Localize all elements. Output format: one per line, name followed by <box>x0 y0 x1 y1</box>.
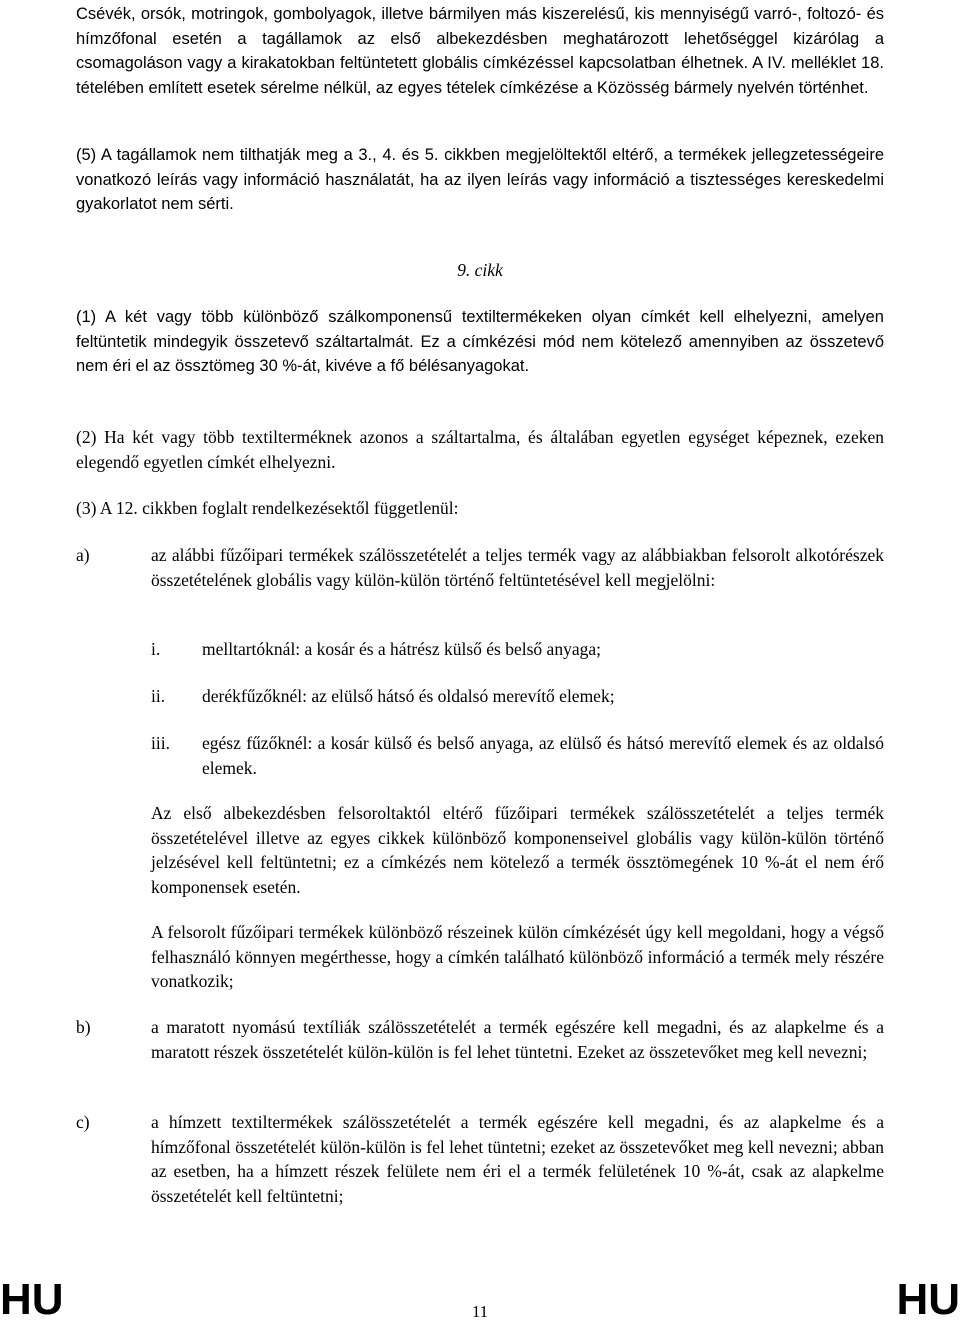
list-item-label: b) <box>76 1017 91 1037</box>
list-item-c <box>76 1110 884 1208</box>
intro-paragraph: Csévék, orsók, motringok, gombolyagok, illetve bármilyen más kiszerelésű, kis mennyiségű varró-, foltozó- és hímzőfonal esetén a tagállamok az első albekezdésben meghatározott lehetőséggel kizárólag a csomagoláson vagy a kirakatokban feltüntetett globális címkézéssel kapcsolatban élhetnek. A IV. melléklet 18. tételében említett esetek sérelme nélkül, az egyes tételek címkézése a Közösség bármely nyelvén történhet. <box>76 5 884 97</box>
paragraph-5: (5) A tagállamok nem tilthatják meg a 3., 4. és 5. cikkben megjelöltektől eltérő, a termékek jellegzetességeire vonatkozó leírás vagy információ használatát, ha az ilyen leírás vagy információ a tisztességes kereskedelmi gyakorlatot nem sérti. <box>76 146 884 213</box>
list-item-text: a hímzett textiltermékek szálösszetételét a termék egészére kell megadni, és az alapkelme és a hímzőfonal összetételét külön-külön is fel lehet tüntetni; ezeket az összetevőket meg kell nevezni; abban az esetben, ha a hímzett részek felülete nem éri el a termék felületének 10 %-át, csak az alapkelme összetételét kell feltüntetni; <box>151 1112 884 1206</box>
sub-item-iii <box>151 731 884 780</box>
sub-item-i <box>151 637 884 662</box>
sub-item-label: iii. <box>151 733 170 753</box>
article-paragraph-2: (2) Ha két vagy több textilterméknek azonos a száltartalma, és általában egyetlen egységet képeznek, ezeken elegendő egyetlen címkét elhelyezni. <box>76 427 884 472</box>
list-item-label: c) <box>76 1112 90 1132</box>
item-a-followup-paragraph-1: Az első albekezdésben felsoroltaktól eltérő fűzőipari termékek szálösszetételét a teljes termék összetételével illetve az egyes cikkek különböző komponenseivel globális vagy külön-külön történő jelzésével kell feltüntetni; ez a címkézés nem kötelező a termék össztömegének 10 %-át el nem érő komponensek esetén. <box>151 803 884 897</box>
list-item-text: a maratott nyomású textíliák szálösszetételét a termék egészére kell megadni, és az alapkelme és a maratott részek összetételét külön-külön is fel lehet tüntetni. Ezeket az összetevőket meg kell nevezni; <box>151 1017 884 1062</box>
article-heading: 9. cikk <box>457 260 503 280</box>
item-a-followup-paragraph-2: A felsorolt fűzőipari termékek különböző részeinek külön címkézését úgy kell megoldani, hogy a végső felhasználó könnyen megérthesse, hogy a címkén található különböző információ a termék mely részére vonatkozik; <box>151 922 884 991</box>
sub-item-label: i. <box>151 639 161 659</box>
sub-item-ii <box>151 684 884 709</box>
article-paragraph-1: (1) A két vagy több különböző szálkomponensű textiltermékeken olyan címkét kell elhelyezni, amelyen feltüntetik mindegyik összetevő száltartalmát. Ez a címkézési mód nem kötelező amennyiben az összetevő nem éri el az össztömeg 30 %-át, kivéve a fő bélésanyagokat. <box>76 308 884 375</box>
sub-item-text: egész fűzőknél: a kosár külső és belső anyaga, az elülső és hátsó merevítő elemek és az oldalsó elemek. <box>202 733 884 778</box>
page-number: 11 <box>471 1302 489 1321</box>
list-item-b <box>76 1015 884 1064</box>
list-item-label: a) <box>76 545 90 565</box>
list-item-a <box>76 543 884 592</box>
sub-item-text: derékfűzőknél: az elülső hátsó és oldalsó merevítő elemek; <box>202 686 615 706</box>
sub-item-label: ii. <box>151 686 166 706</box>
footer-language-code-left: HU <box>0 1275 64 1324</box>
sub-item-text: melltartóknál: a kosár és a hátrész külső és belső anyaga; <box>202 639 601 659</box>
article-paragraph-3: (3) A 12. cikkben foglalt rendelkezésektől függetlenül: <box>76 498 459 518</box>
footer-language-code-right: HU <box>896 1275 960 1324</box>
list-item-text: az alábbi fűzőipari termékek szálösszetételét a teljes termék vagy az alábbiakban felsorolt alkotórészek összetételének globális vagy külön-külön történő feltüntetésével kell megjelölni: <box>151 545 884 590</box>
